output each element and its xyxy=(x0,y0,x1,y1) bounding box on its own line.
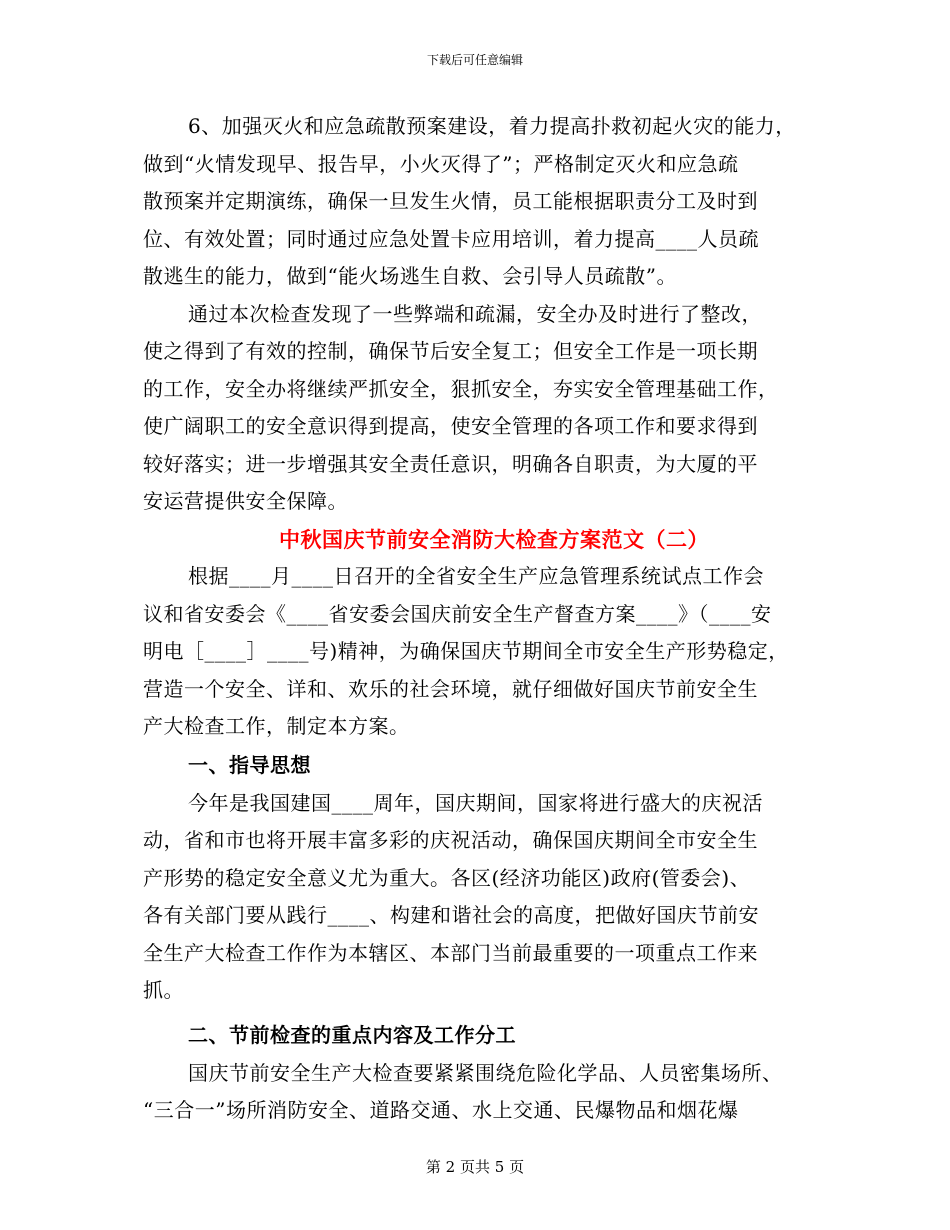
page-header: 下载后可任意编辑 xyxy=(426,53,523,67)
paragraph-line: 较好落实；进一步增强其安全责任意识，明确各自职责，为大厦的平 xyxy=(143,451,758,476)
paragraph-line: 抓。 xyxy=(143,978,184,1002)
paragraph-line: 国庆节前安全生产大检查要紧紧围绕危险化学品、人员密集场所、 xyxy=(188,1060,783,1085)
paragraph-line: 散预案并定期演练，确保一旦发生火情，员工能根据职责分工及时到 xyxy=(143,189,758,213)
paragraph-line: 产大检查工作，制定本方案。 xyxy=(143,714,410,738)
paragraph-line: 散逃生的能力，做到“能火场逃生自救、会引导人员疏散”。 xyxy=(143,264,677,288)
paragraph-line: 议和省安委会《____省安委会国庆前安全生产督查方案____》（____安 xyxy=(143,601,772,626)
paragraph-line: 全生产大检查工作作为本辖区、本部门当前最重要的一项重点工作来 xyxy=(143,940,758,965)
paragraph-line: 产形势的稳定安全意义尤为重大。各区(经济功能区)政府(管委会)、 xyxy=(143,865,751,890)
paragraph-line: 各有关部门要从践行____、构建和谐社会的高度，把做好国庆节前安 xyxy=(143,903,759,927)
paragraph-line: 安运营提供安全保障。 xyxy=(143,489,348,513)
paragraph-line: 通过本次检查发现了一些弊端和疏漏，安全办及时进行了整改， xyxy=(188,301,762,326)
heading-inspection-content: 二、节前检查的重点内容及工作分工 xyxy=(188,1022,516,1047)
paragraph-line: 6、加强灭火和应急疏散预案建设，着力提高扑救初起火灾的能力， xyxy=(188,114,796,138)
paragraph-line: 使之得到了有效的控制，确保节后安全复工；但安全工作是一项长期 xyxy=(143,339,758,363)
section-title: 中秋国庆节前安全消防大检查方案范文（二） xyxy=(279,526,709,552)
document-body xyxy=(143,108,823,1130)
paragraph-line: “三合一”场所消防安全、道路交通、水上交通、民爆物品和烟花爆 xyxy=(143,1098,739,1122)
paragraph-line: 的工作，安全办将继续严抓安全，狠抓安全，夯实安全管理基础工作， xyxy=(143,376,779,401)
paragraph-line: 营造一个安全、详和、欢乐的社会环境，就仔细做好国庆节前安全生 xyxy=(143,676,758,701)
paragraph-line: 明电［____］____号)精神，为确保国庆节期间全市安全生产形势稳定， xyxy=(143,639,789,663)
paragraph-line: 位、有效处置；同时通过应急处置卡应用培训，着力提高____人员疏 xyxy=(143,226,759,251)
heading-guiding-thought: 一、指导思想 xyxy=(188,752,311,777)
paragraph-line: 今年是我国建国____周年，国庆期间，国家将进行盛大的庆祝活 xyxy=(188,790,763,815)
paragraph-line: 使广阔职工的安全意识得到提高，使安全管理的各项工作和要求得到 xyxy=(143,414,758,438)
page-footer: 第 2 页共 5 页 xyxy=(425,1158,525,1176)
paragraph-line: 动，省和市也将开展丰富多彩的庆祝活动，确保国庆期间全市安全生 xyxy=(143,828,758,852)
paragraph-line: 根据____月____日召开的全省安全生产应急管理系统试点工作会 xyxy=(188,564,764,588)
paragraph-line: 做到“火情发现早、报告早，小火灭得了”；严格制定灭火和应急疏 xyxy=(143,151,739,176)
